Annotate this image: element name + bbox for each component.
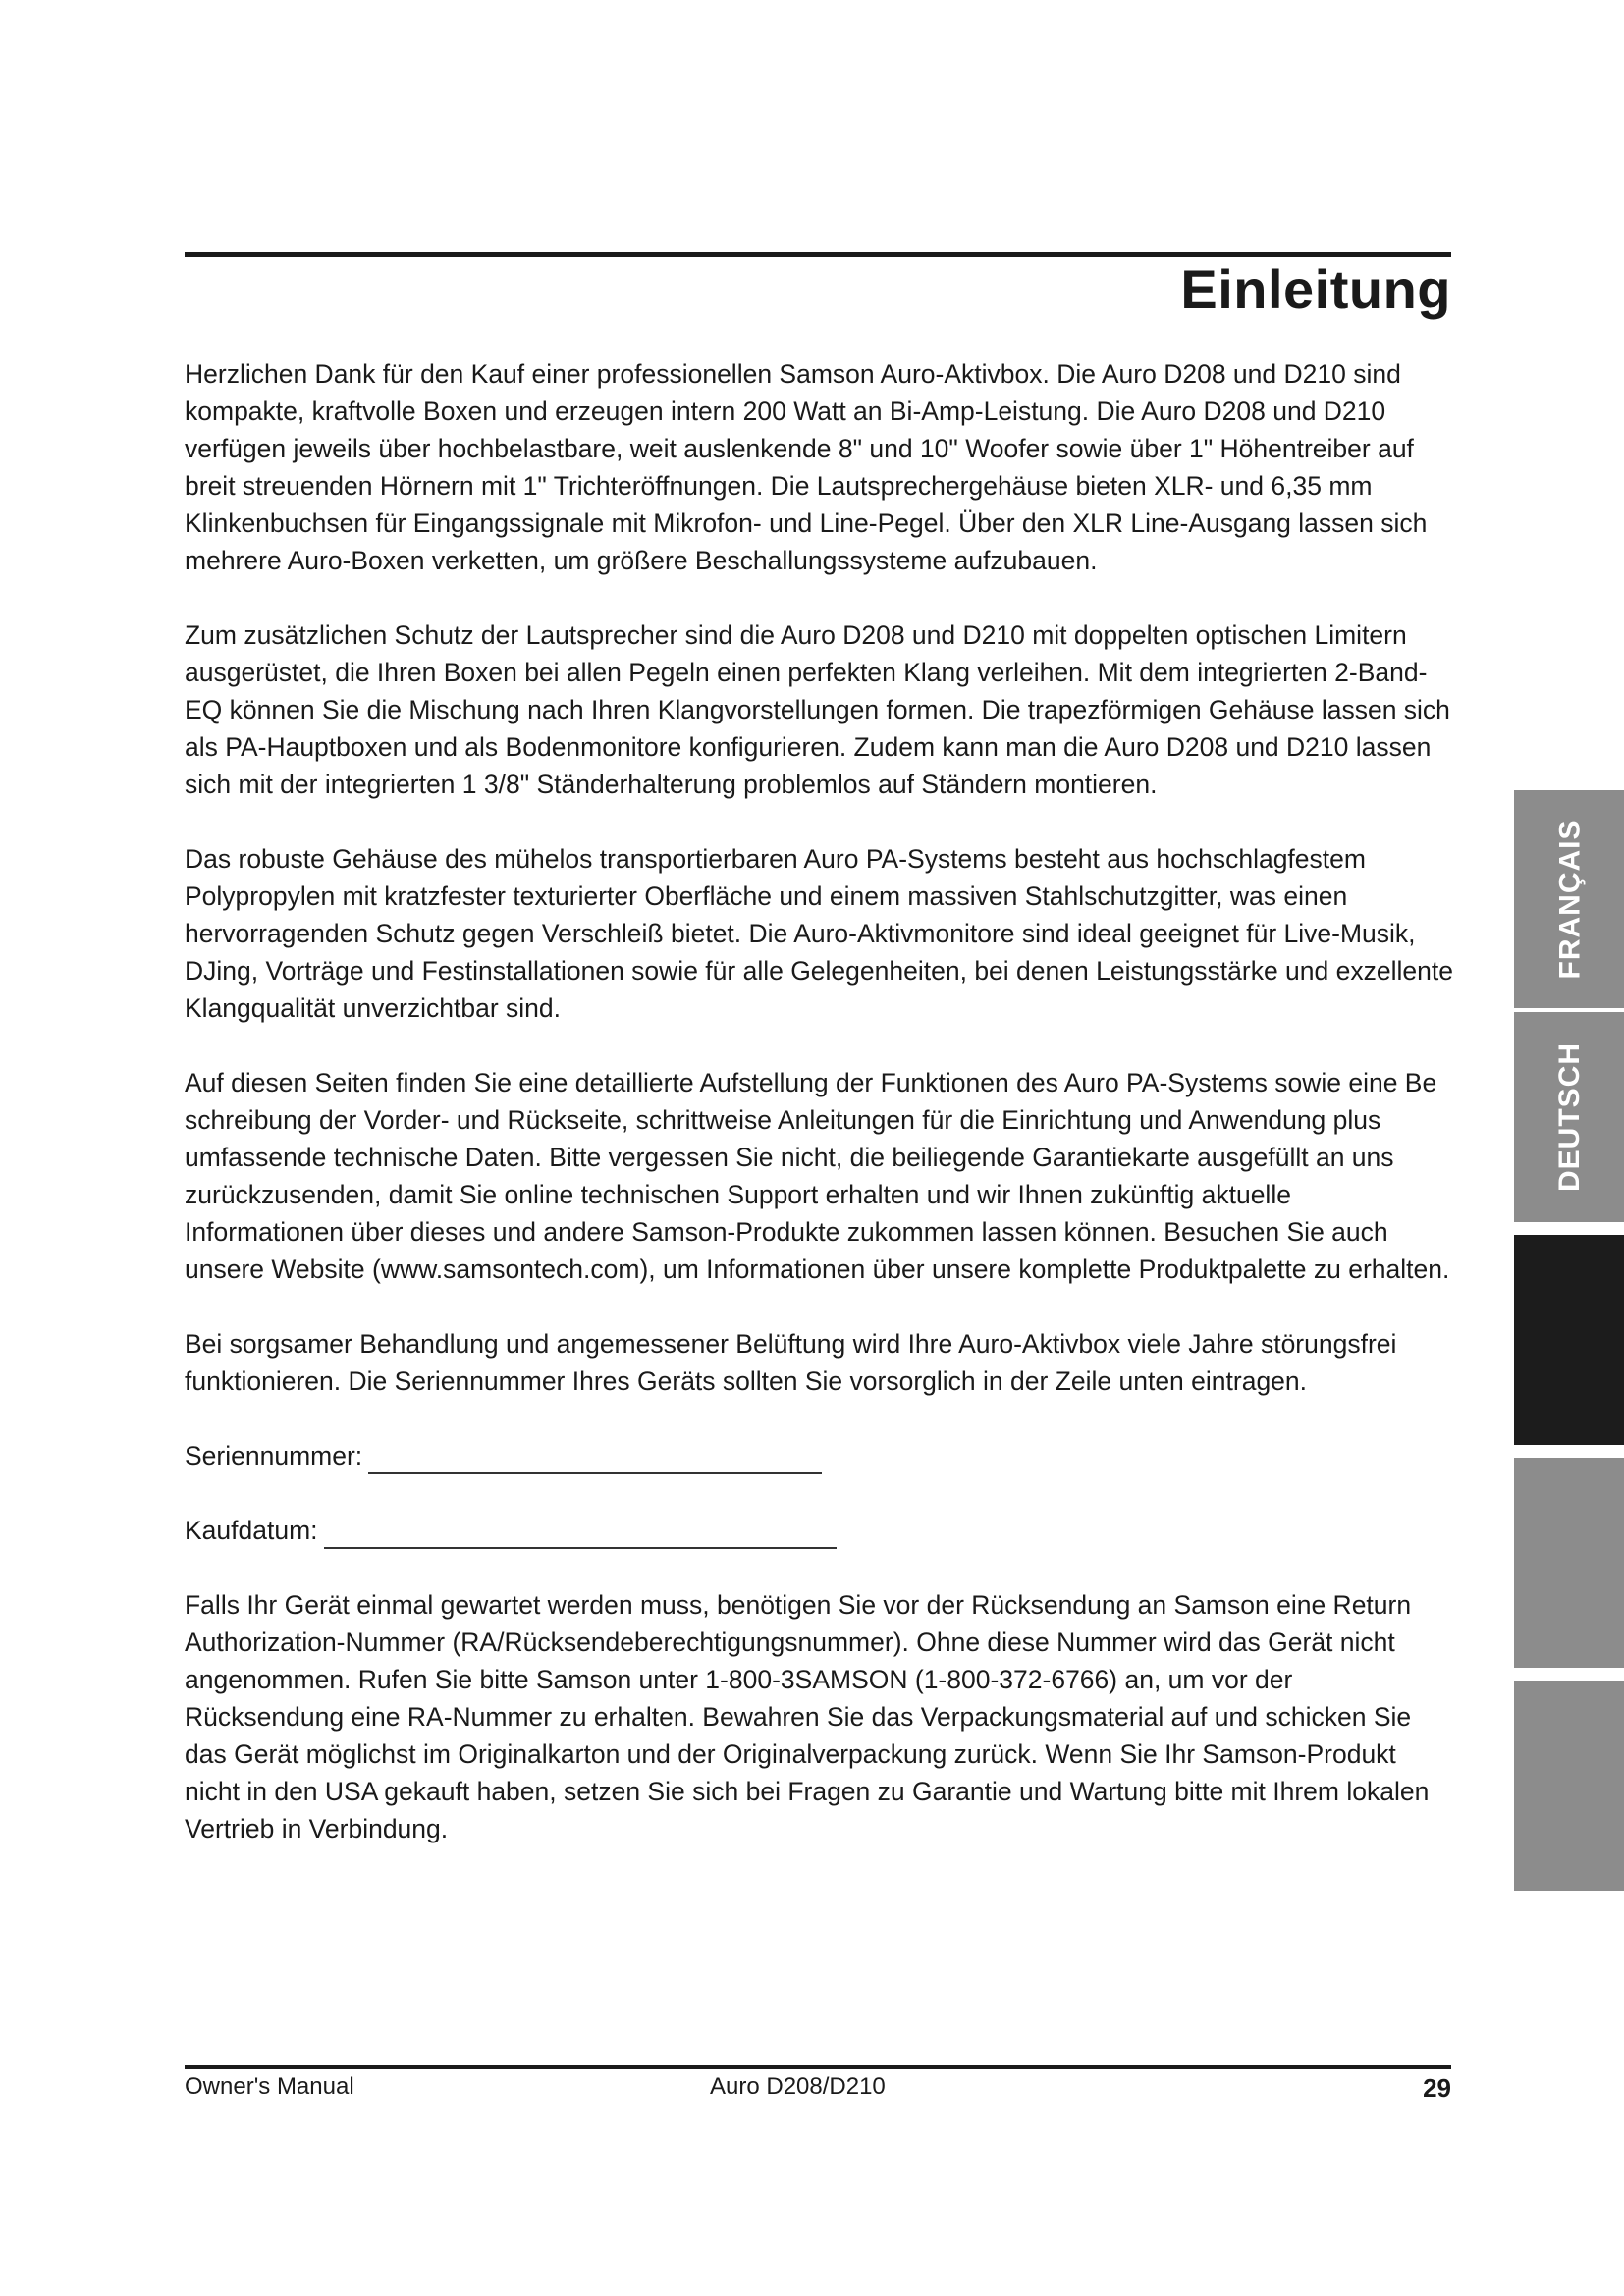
bottom-rule xyxy=(185,2065,1451,2069)
serial-number-row xyxy=(185,1437,1453,1474)
language-tab-german[interactable] xyxy=(1514,1012,1624,1222)
page-number: 29 xyxy=(1423,2073,1451,2103)
purchase-date-line xyxy=(324,1520,837,1549)
language-tab-4[interactable] xyxy=(1514,1458,1624,1668)
language-tab-5[interactable] xyxy=(1514,1681,1624,1891)
footer-manual-label: Owner's Manual xyxy=(185,2073,354,2100)
purchase-date-label: Kaufdatum: xyxy=(185,1516,318,1545)
tab-label-french: FRANÇAIS xyxy=(1553,819,1586,980)
page-title: Einleitung xyxy=(1180,258,1451,320)
serial-number-label: Seriennummer: xyxy=(185,1441,363,1470)
intro-paragraph: Herzlichen Dank für den Kauf einer professionellen Samson Auro-Aktivbox. Die Auro D208 und D210 sind kompakte, kraftvolle Boxen und erzeugen intern 200 Watt an Bi-Amp-Leistung. Die Auro D208 und D210 verfügen jeweils über hochbelastbare, weit auslenkende 8" und 10" Woofer sowie über 1" Höhentreiber auf breit streuenden Hörnern mit 1" Trichteröffnungen. Die Lautsprechergehäuse bieten XLR- und 6,35 mm Klinkenbuchsen für Eingangssignale mit Mikrofon- und Line-Pegel. Über den XLR Line-Ausgang lassen sich mehrere Auro-Boxen verketten, um größere Beschallungssysteme aufzubauen. xyxy=(185,359,1428,575)
protection-paragraph: Zum zusätzlichen Schutz der Lautsprecher sind die Auro D208 und D210 mit doppelten optischen Limitern ausgerüstet, die Ihren Boxen bei allen Pegeln einen perfekten Klang verleihen. Mit dem integrierten 2-Band-EQ können Sie die Mischung nach Ihren Klangvorstellungen formen. Die trapezförmigen Gehäuse lassen sich als PA-Hauptboxen und als Bodenmonitore konfigurieren. Zudem kann man die Auro D208 und D210 lassen sich mit der integrierten 1 3/8" Ständerhalterung problemlos auf Ständern montieren. xyxy=(185,620,1450,799)
language-tab-french[interactable] xyxy=(1514,790,1624,1008)
care-paragraph: Bei sorgsamer Behandlung und angemessener Belüftung wird Ihre Auro-Aktivbox viele Jahre störungsfrei funktionieren. Die Seriennummer Ihres Geräts sollten Sie vorsorglich in der Zeile unten eintragen. xyxy=(185,1329,1397,1396)
footer-model-label: Auro D208/D210 xyxy=(710,2073,886,2100)
purchase-date-row xyxy=(185,1512,1453,1549)
features-paragraph: Auf diesen Seiten finden Sie eine detaillierte Aufstellung der Funktionen des Auro PA-Systems sowie eine Be schreibung der Vorder- und Rückseite, schrittweise Anleitungen für die Einrichtung und Anwendung plus umfassende technische Daten. Bitte vergessen Sie nicht, die beiliegende Garantiekarte ausgefüllt an uns zurückzusenden, damit Sie online technischen Support erhalten und wir Ihnen zukünftig aktuelle Informationen über dieses und andere Samson-Produkte zukommen lassen können. Besuchen Sie auch unsere Website (www.samsontech.com), um Informationen über unsere komplette Produktpalette zu erhalten. xyxy=(185,1068,1450,1284)
housing-paragraph: Das robuste Gehäuse des mühelos transportierbaren Auro PA-Systems besteht aus hochschlagfestem Polypropylen mit kratzfester texturierter Oberfläche und einem massiven Stahlschutzgitter, was einen hervorragenden Schutz gegen Verschleiß bietet. Die Auro-Aktivmonitore sind ideal geeignet für Live-Musik, DJing, Vorträge und Festinstallationen sowie für alle Gelegenheiten, bei denen Leistungsstärke und exzellente Klangqualität unverzichtbar sind. xyxy=(185,844,1453,1023)
service-paragraph: Falls Ihr Gerät einmal gewartet werden muss, benötigen Sie vor der Rücksendung an Samson eine Return Authorization-Nummer (RA/Rücksendeberechtigungsnummer). Ohne diese Nummer wird das Gerät nicht angenommen. Rufen Sie bitte Samson unter 1-800-3SAMSON (1-800-372-6766) an, um vor der Rücksendung eine RA-Nummer zu erhalten. Bewahren Sie das Verpackungsmaterial auf und schicken Sie das Gerät möglichst im Originalkarton und der Originalverpackung zurück. Wenn Sie Ihr Samson-Produkt nicht in den USA gekauft haben, setzen Sie sich bei Fragen zu Garantie und Wartung bitte mit Ihrem lokalen Vertrieb in Verbindung. xyxy=(185,1590,1430,1843)
serial-number-line xyxy=(368,1445,822,1474)
tab-label-german: DEUTSCH xyxy=(1553,1041,1587,1193)
language-tab-active[interactable] xyxy=(1514,1235,1624,1445)
body-text xyxy=(185,355,1453,1885)
